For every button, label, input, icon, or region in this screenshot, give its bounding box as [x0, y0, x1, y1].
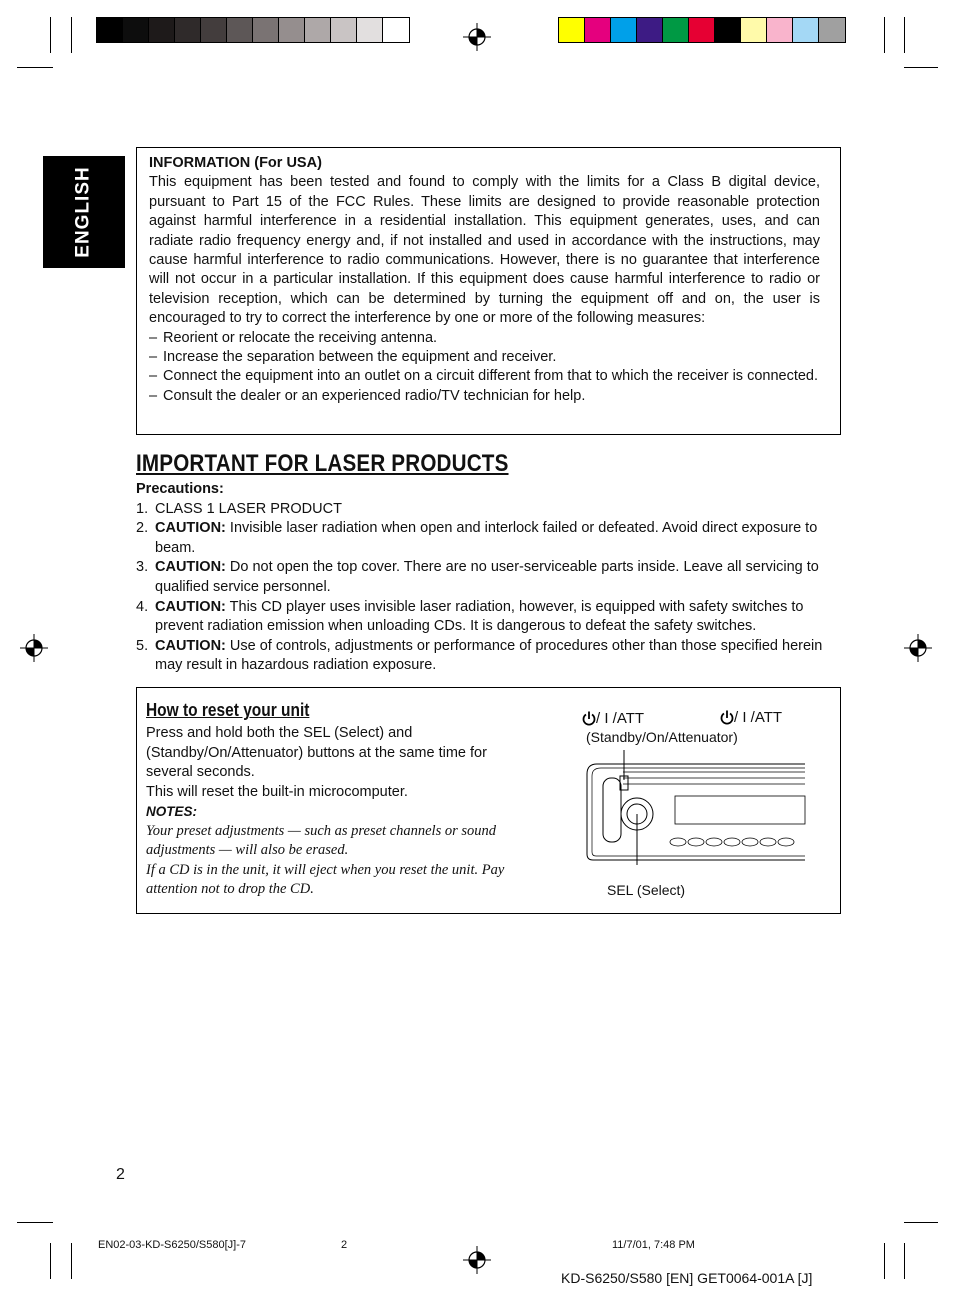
list-item: 1. CLASS 1 LASER PRODUCT — [136, 500, 342, 517]
list-item: 4. CAUTION: This CD player uses invisible laser radiation, however, is equipped with safety switches to prevent radiation emission when unloading CDs. It is dangerous to defeat the safety switches. — [136, 598, 804, 635]
language-tab-label: ENGLISH — [73, 166, 95, 258]
att-label: (Standby/On/Attenuator) — [586, 729, 738, 745]
language-tab — [43, 156, 125, 268]
note: If a CD is in the unit, it will eject when you reset the unit. Pay attention not to drop the CD. — [146, 861, 505, 897]
power-icon — [720, 710, 734, 725]
footer-datetime: 11/7/01, 7:48 PM — [612, 1239, 695, 1251]
notes-heading: NOTES: — [146, 804, 198, 819]
color-swatch — [559, 18, 585, 42]
info-heading: INFORMATION (For USA) — [149, 155, 322, 171]
power-icon — [582, 711, 596, 726]
registration-mark-icon — [463, 23, 491, 51]
color-swatch — [689, 18, 715, 42]
list-item: 2. CAUTION: Invisible laser radiation when open and interlock failed or defeated. Avoid direct exposure to beam. — [136, 520, 818, 556]
fcc-information-box — [136, 147, 841, 435]
footer-model: KD-S6250/S580 [EN] GET0064-001A [J] — [561, 1270, 813, 1286]
color-swatch — [227, 18, 253, 42]
reset-instructions: Press and hold both the SEL (Select) and (Standby/On/Attenuator) buttons at the same time for several seconds. This will reset the built-in microcomputer. NOTES: Your preset adjustments — such as preset channels or sound adjustments — will also be erased. If a CD is in the unit, it will eject when you reset the unit. Pay attention not to drop the CD. — [146, 724, 531, 900]
dash: – — [149, 349, 158, 366]
page-number: 2 — [116, 1166, 125, 1183]
precautions-list — [136, 480, 836, 676]
color-swatch — [611, 18, 637, 42]
dash: – — [149, 329, 158, 346]
list-item: – Consult the dealer or an experienced radio/TV technician for help. — [149, 387, 820, 406]
att-symbol: / I /ATT — [582, 710, 644, 727]
color-swatch — [123, 18, 149, 42]
color-swatch — [331, 18, 357, 42]
color-swatch — [149, 18, 175, 42]
registration-mark-icon — [904, 634, 932, 662]
color-swatch — [663, 18, 689, 42]
color-swatch — [383, 18, 409, 42]
list-item: – Reorient or relocate the receiving antenna. — [149, 329, 820, 348]
info-body: This equipment has been tested and found to comply with the limits for a Class B digital device, pursuant to Part 15 of the FCC Rules. These limits are designed to provide reasonable protection against harmful interference in a residential installation. This equipment generates, uses, and can radiate radio frequency energy and, if not installed and used in accordance with the instructions, may cause harmful interference to radio communications. However, there is no guarantee that interference will not occur in a particular installation. If this equipment does cause harmful interference to radio or television reception, which can be determined by turning the equipment off and on, the user is encouraged to try to correct the interference by one or more of the following measures: — [149, 174, 820, 327]
color-swatch — [357, 18, 383, 42]
color-swatch — [767, 18, 793, 42]
reset-title: How to reset your unit — [146, 700, 310, 720]
note: Your preset adjustments — such as preset channels or sound adjustments — will also be erased. — [146, 822, 497, 858]
color-swatch — [305, 18, 331, 42]
color-swatch — [253, 18, 279, 42]
footer-page: 2 — [341, 1239, 348, 1251]
precautions-heading: Precautions: — [136, 481, 224, 497]
color-calibration-bar — [558, 17, 846, 43]
reset-unit-box — [136, 687, 841, 914]
list-item: 3. CAUTION: Do not open the top cover. There are no user-serviceable parts inside. Leave all servicing to qualified service personnel. — [136, 559, 819, 595]
color-swatch — [585, 18, 611, 42]
list-item: – Increase the separation between the equipment and receiver. — [149, 348, 820, 367]
dash: – — [149, 368, 158, 385]
color-swatch — [279, 18, 305, 42]
color-swatch — [715, 18, 741, 42]
color-swatch — [97, 18, 123, 42]
color-swatch — [175, 18, 201, 42]
color-swatch — [819, 18, 845, 42]
color-swatch — [637, 18, 663, 42]
att-symbol-diagram: / I /ATT — [720, 709, 782, 726]
list-item: 5. CAUTION: Use of controls, adjustments or performance of procedures other than those specified herein may result in hazardous radiation exposure. — [136, 637, 823, 674]
color-swatch — [201, 18, 227, 42]
dash: – — [149, 387, 158, 404]
laser-section-title: IMPORTANT FOR LASER PRODUCTS — [136, 450, 509, 477]
gray-calibration-bar — [96, 17, 410, 43]
registration-mark-icon — [463, 1246, 491, 1274]
color-swatch — [793, 18, 819, 42]
list-item: – Connect the equipment into an outlet on a circuit different from that to which the receiver is connected. — [149, 367, 820, 386]
sel-label: SEL (Select) — [607, 882, 686, 898]
car-stereo-diagram — [583, 750, 808, 865]
footer-file: EN02-03-KD-S6250/S580[J]-7 — [98, 1239, 246, 1251]
color-swatch — [741, 18, 767, 42]
registration-mark-icon — [20, 634, 48, 662]
